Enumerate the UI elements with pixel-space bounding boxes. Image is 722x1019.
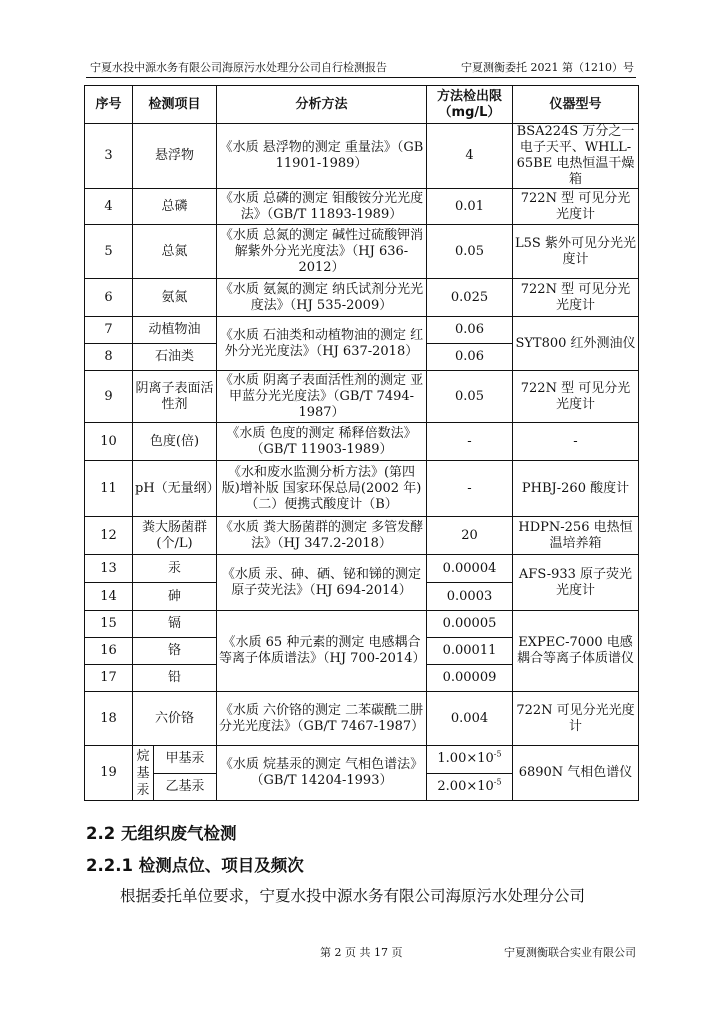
cell-item: 总氮	[133, 225, 217, 279]
header-report-title: 宁夏水投中源水务有限公司海原污水处理分公司自行检测报告	[90, 61, 387, 74]
table-row	[85, 461, 639, 517]
cell-instrument: L5S 紫外可见分光光度计	[513, 225, 639, 279]
body-paragraph: 根据委托单位要求，宁夏水投中源水务有限公司海原污水处理分公司	[120, 887, 586, 905]
cell-no: 8	[85, 344, 133, 371]
group-label-alkylmercury: 烷基汞	[136, 748, 150, 798]
table-row	[85, 124, 639, 189]
cell-method: 《水和废水监测分析方法》(第四版)增补版 国家环保总局(2002 年)（二）便携式酸度计（B）	[217, 461, 427, 517]
cell-item: 镉	[133, 611, 217, 638]
cell-method: 《水质 氨氮的测定 纳氏试剂分光光度法》（HJ 535-2009）	[217, 279, 427, 317]
cell-instrument: SYT800 红外测油仪	[513, 317, 639, 371]
cell-limit: 0.00009	[427, 665, 513, 692]
cell-no: 3	[85, 124, 133, 189]
cell-item: 铬	[133, 638, 217, 665]
table-row	[85, 611, 639, 638]
cell-item: 六价铬	[133, 692, 217, 746]
limit-base: 1.00×10	[437, 751, 494, 767]
cell-item: 总磷	[133, 189, 217, 225]
cell-item: 粪大肠菌群(个/L)	[133, 517, 217, 555]
table-row	[85, 692, 639, 746]
col-header-instrument: 仪器型号	[513, 86, 639, 124]
cell-no: 16	[85, 638, 133, 665]
cell-item: 阴离子表面活性剂	[133, 371, 217, 423]
cell-item: 铅	[133, 665, 217, 692]
col-header-item: 检测项目	[133, 86, 217, 124]
cell-limit: 0.01	[427, 189, 513, 225]
cell-item: 砷	[133, 583, 217, 611]
detection-method-table	[84, 85, 639, 801]
col-header-method: 分析方法	[217, 86, 427, 124]
cell-no: 12	[85, 517, 133, 555]
cell-method: 《水质 石油类和动植物油的测定 红外分光光度法》（HJ 637-2018）	[217, 317, 427, 371]
table-header-row	[85, 86, 639, 124]
cell-item: 氨氮	[133, 279, 217, 317]
cell-method: 《水质 悬浮物的测定 重量法》（GB 11901-1989）	[217, 124, 427, 189]
cell-limit: -	[427, 423, 513, 461]
cell-instrument: 722N 型 可见分光光度计	[513, 371, 639, 423]
section-heading: 2.2 无组织废气检测	[86, 824, 237, 843]
table-row	[85, 555, 639, 583]
table-row	[85, 317, 639, 344]
cell-item: 色度(倍)	[133, 423, 217, 461]
cell-limit: 0.0003	[427, 583, 513, 611]
limit-exponent: -5	[493, 777, 502, 787]
cell-limit: 0.00011	[427, 638, 513, 665]
cell-item: 乙基汞	[165, 778, 205, 794]
cell-no: 14	[85, 583, 133, 611]
cell-instrument: EXPEC-7000 电感耦合等离子体质谱仪	[513, 611, 639, 692]
cell-method: 《水质 65 种元素的测定 电感耦合等离子体质谱法》（HJ 700-2014）	[217, 611, 427, 692]
cell-method: 《水质 阴离子表面活性剂的测定 亚甲蓝分光光度法》（GB/T 7494-1987）	[217, 371, 427, 423]
col-header-limit: 方法检出限（mg/L）	[427, 86, 513, 124]
cell-instrument: 722N 可见分光光度计	[513, 692, 639, 746]
cell-limit: 0.05	[427, 225, 513, 279]
cell-instrument: -	[513, 423, 639, 461]
cell-no: 17	[85, 665, 133, 692]
cell-no: 10	[85, 423, 133, 461]
cell-instrument: PHBJ-260 酸度计	[513, 461, 639, 517]
cell-no: 4	[85, 189, 133, 225]
cell-limit	[427, 746, 513, 774]
cell-no: 5	[85, 225, 133, 279]
cell-method: 《水质 粪大肠菌群的测定 多管发酵法》（HJ 347.2-2018）	[217, 517, 427, 555]
table-row	[85, 371, 639, 423]
cell-limit: 0.00005	[427, 611, 513, 638]
cell-method: 《水质 六价铬的测定 二苯碳酰二肼分光光度法》（GB/T 7467-1987）	[217, 692, 427, 746]
cell-instrument: 722N 型 可见分光光度计	[513, 279, 639, 317]
col-header-no: 序号	[85, 86, 133, 124]
page-number: 第 2 页 共 17 页	[320, 946, 403, 959]
cell-item: pH（无量纲）	[133, 461, 217, 517]
cell-no: 11	[85, 461, 133, 517]
table-row	[85, 225, 639, 279]
cell-no: 15	[85, 611, 133, 638]
cell-item: 甲基汞	[154, 746, 216, 774]
cell-no: 6	[85, 279, 133, 317]
cell-no: 9	[85, 371, 133, 423]
cell-method: 《水质 色度的测定 稀释倍数法》（GB/T 11903-1989）	[217, 423, 427, 461]
cell-instrument: AFS-933 原子荧光光度计	[513, 555, 639, 611]
cell-limit: 0.00004	[427, 555, 513, 583]
cell-item-group	[133, 746, 217, 801]
table-row	[85, 423, 639, 461]
cell-instrument: 722N 型 可见分光光度计	[513, 189, 639, 225]
cell-item: 悬浮物	[133, 124, 217, 189]
limit-exponent: -5	[493, 749, 502, 759]
cell-item: 石油类	[133, 344, 217, 371]
table-row	[85, 746, 639, 774]
footer-company: 宁夏测衡联合实业有限公司	[504, 946, 636, 959]
cell-method: 《水质 总氮的测定 碱性过硫酸钾消解紫外分光光度法》（HJ 636-2012）	[217, 225, 427, 279]
table-row	[85, 189, 639, 225]
cell-no: 19	[85, 746, 133, 801]
cell-limit: -	[427, 461, 513, 517]
cell-method: 《水质 汞、砷、硒、铋和锑的测定 原子荧光法》（HJ 694-2014）	[217, 555, 427, 611]
cell-limit: 20	[427, 517, 513, 555]
cell-no: 13	[85, 555, 133, 583]
cell-item: 汞	[133, 555, 217, 583]
page-header	[86, 57, 636, 78]
cell-no: 7	[85, 317, 133, 344]
cell-limit: 0.06	[427, 344, 513, 371]
cell-limit: 0.06	[427, 317, 513, 344]
header-report-number: 宁夏测衡委托 2021 第（1210）号	[461, 61, 634, 74]
cell-no: 18	[85, 692, 133, 746]
subsection-heading: 2.2.1 检测点位、项目及频次	[86, 856, 304, 875]
cell-limit: 0.05	[427, 371, 513, 423]
limit-base: 2.00×10	[437, 778, 494, 794]
cell-instrument: BSA224S 万分之一电子天平、WHLL-65BE 电热恒温干燥箱	[513, 124, 639, 189]
cell-limit	[427, 773, 513, 801]
cell-instrument: 6890N 气相色谱仪	[513, 746, 639, 801]
cell-item: 动植物油	[133, 317, 217, 344]
cell-method: 《水质 总磷的测定 钼酸铵分光光度法》（GB/T 11893-1989）	[217, 189, 427, 225]
cell-instrument: HDPN-256 电热恒温培养箱	[513, 517, 639, 555]
cell-limit: 4	[427, 124, 513, 189]
table-row	[85, 279, 639, 317]
cell-limit: 0.025	[427, 279, 513, 317]
cell-limit: 0.004	[427, 692, 513, 746]
cell-method: 《水质 烷基汞的测定 气相色谱法》（GB/T 14204-1993）	[217, 746, 427, 801]
table-row	[85, 517, 639, 555]
